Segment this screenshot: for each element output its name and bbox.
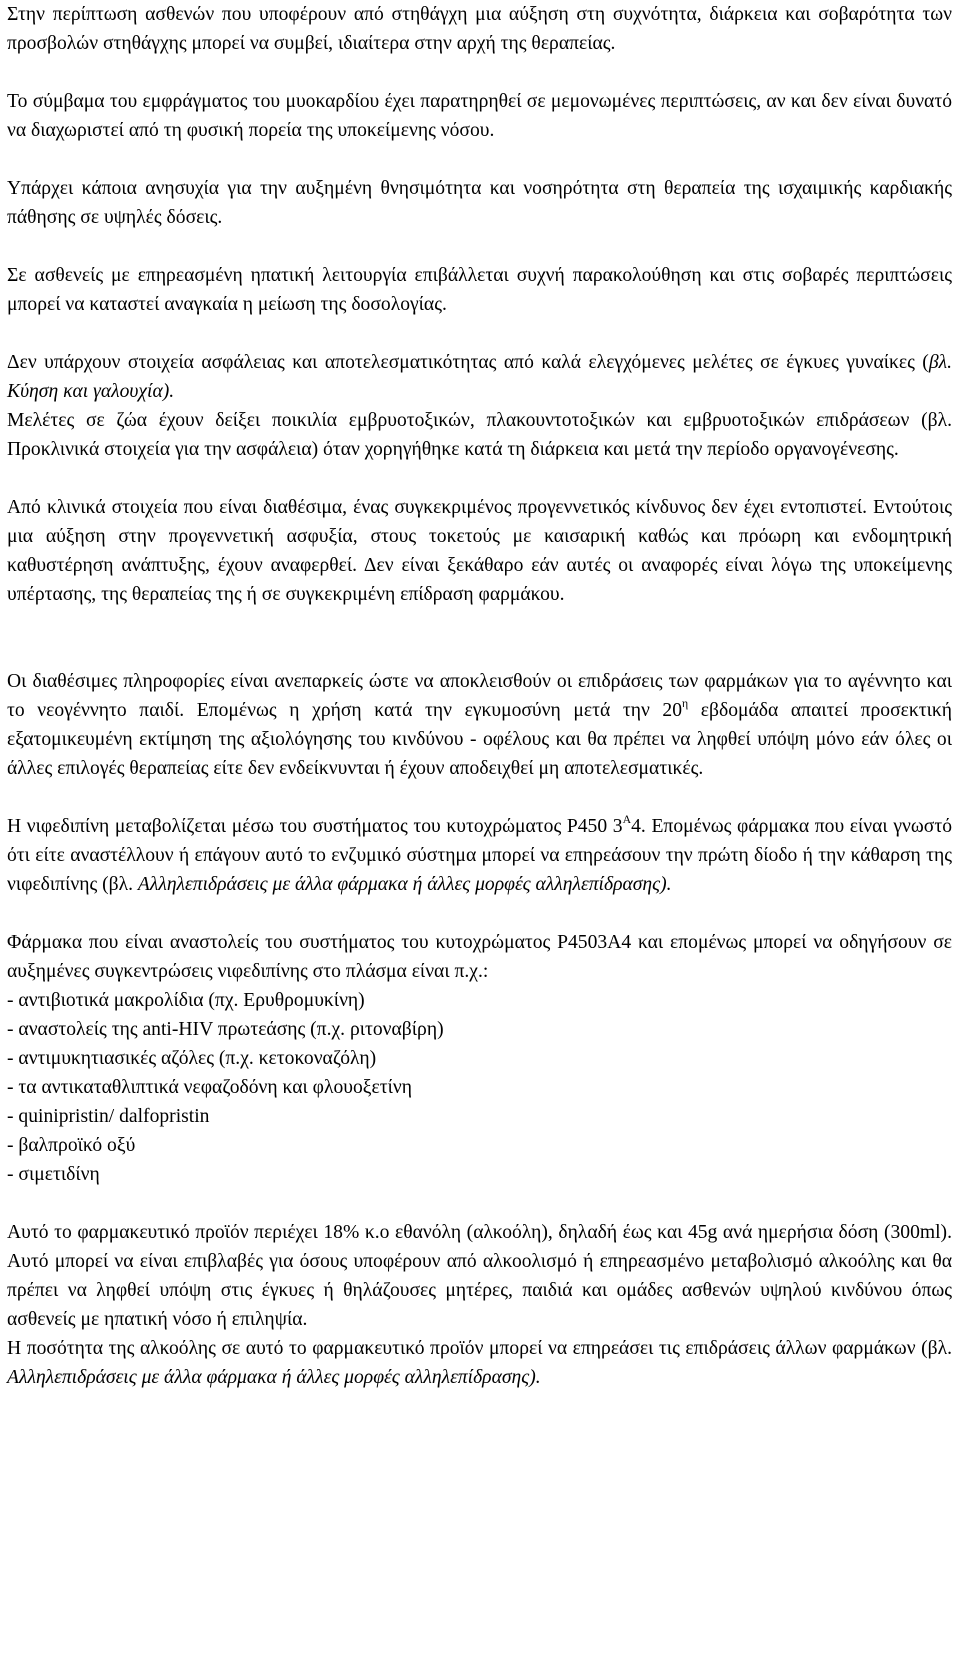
alcohol-interactions-reference: Αλληλεπιδράσεις με άλλα φάρμακα ή άλλες μορφές αλληλεπίδρασης). (7, 1367, 541, 1388)
paragraph-animal-studies: Μελέτες σε ζώα έχουν δείξει ποικιλία εμβρυοτοξικών, πλακουντοτοξικών και εμβρυοτοξικών επιδράσεων (βλ. Προκλινικά στοιχεία για την ασφάλεια) όταν χορηγήθηκε κατά τη διάρκεια και μετά την περίοδο οργανογένεσης. (7, 410, 952, 460)
pregnancy-text: Δεν υπάρχουν στοιχεία ασφάλειας και αποτελεσματικότητας από καλά ελεγχόμενες μελέτες σε έγκυες γυναίκες ( (7, 352, 929, 373)
paragraph-cyp450-metabolism: Η νιφεδιπίνη μεταβολίζεται μέσω του συστήματος του κυτοχρώματος P450 $3^A4$. Επομένως φάρμακα που είναι γνωστό ότι είτε αναστέλλουν ή επάγουν αυτό το ενζυμικό σύστημα μπορεί να επηρεάσουν την πρώτη δίοδο ή την κάθαρση της νιφεδιπίνης (βλ. Αλληλεπιδράσεις με άλλα φάρμακα ή άλλες μορφές αλληλεπίδρασης). (7, 813, 952, 895)
paragraph-angina: Στην περίπτωση ασθενών που υποφέρουν από στηθάγχη μια αύξηση στη συχνότητα, διάρκεια και σοβαρότητα των προσβολών στηθάγχης μπορεί να συμβεί, ιδιαίτερα στην αρχή της θεραπείας. (7, 4, 952, 54)
paragraph-cyp-inhibitors: Φάρμακα που είναι αναστολείς του συστήματος του κυτοχρώματος P4503A4 και επομένως μπορεί να οδηγήσουν σε αυξημένες συγκεντρώσεις νιφεδιπίνης στο πλάσμα είναι π.χ.: (7, 932, 952, 982)
inhibitor-list (7, 986, 952, 1189)
list-item: - τα αντικαταθλιπτικά νεφαζοδόνη και φλουοξετίνη (7, 1077, 412, 1098)
interactions-reference: Αλληλεπιδράσεις με άλλα φάρμακα ή άλλες μορφές αλληλεπίδρασης). (137, 874, 672, 895)
superscript-eta: η (682, 697, 689, 711)
list-item: - αντιμυκητιασικές αζόλες (π.χ. κετοκοναζόλη) (7, 1048, 377, 1069)
paragraph-alcohol-interactions: Η ποσότητα της αλκοόλης σε αυτό το φαρμακευτικό προϊόν μπορεί να επηρεάσει τις επιδράσεις άλλων φαρμάκων (βλ. Αλληλεπιδράσεις με άλλα φάρμακα ή άλλες μορφές αλληλεπίδρασης). (7, 1338, 952, 1388)
paragraph-ischemic-mortality: Υπάρχει κάποια ανησυχία για την αυξημένη θνησιμότητα και νοσηρότητα στη θεραπεία της ισχαιμικής καρδιακής πάθησης σε υψηλές δόσεις. (7, 178, 952, 228)
pregnancy-reference: βλ. Κύηση και γαλουχία). (7, 352, 952, 402)
list-item: - αντιβιοτικά μακρολίδια (πχ. Ερυθρομυκίνη) (7, 990, 365, 1011)
paragraph-myocardial-infarction: Το σύμβαμα του εμφράγματος του μυοκαρδίου έχει παρατηρηθεί σε μεμονωμένες περιπτώσεις, αν και δεν είναι δυνατό να διαχωριστεί από τη φυσική πορεία της υποκείμενης νόσου. (7, 91, 952, 141)
list-item: - αναστολείς της anti-HIV πρωτεάσης (π.χ. ριτοναβίρη) (7, 1019, 444, 1040)
paragraph-risk-benefit: Οι διαθέσιμες πληροφορίες είναι ανεπαρκείς ώστε να αποκλεισθούν οι επιδράσεις των φαρμάκων για το αγέννητο και το νεογέννητο παιδί. Επομένως η χρήση κατά την εγκυμοσύνη μετά την $20^\eta$ εβδομάδα απαιτεί προσεκτική εξατομικευμένη εκτίμηση της αξιολόγησης του κινδύνου - οφέλους και θα πρέπει να ληφθεί υπόψη μόνο εάν όλες οι άλλες επιλογές θεραπείας είτε δεν ενδείκνυνται ή έχουν αποδειχθεί μη αποτελεσματικές. (7, 671, 952, 779)
list-item: - quinipristin/ dalfopristin (7, 1106, 210, 1127)
paragraph-pregnancy-safety (7, 348, 952, 406)
superscript-a: A (622, 813, 632, 827)
paragraph-clinical-data: Από κλινικά στοιχεία που είναι διαθέσιμα, ένας συγκεκριμένος προγεννετικός κίνδυνος δεν έχει εντοπιστεί. Εντούτοις μια αύξηση στην προγεννετική ασφυξία, στους τοκετούς με καισαρική καθώς και πρόωρη και ενδομητρική καθυστέρηση ανάπτυξης, έχουν αναφερθεί. Δεν είναι ξεκάθαρο εάν αυτές οι αναφορές είναι λόγω της υποκείμενης υπέρτασης, της θεραπείας της ή σε συγκεκριμένη επίδραση φαρμάκου. (7, 497, 952, 605)
list-item: - βαλπροϊκό οξύ (7, 1135, 136, 1156)
paragraph-ethanol-content: Αυτό το φαρμακευτικό προϊόν περιέχει 18% κ.ο εθανόλη (αλκοόλη), δηλαδή έως και 45g ανά ημερήσια δόση (300ml). Αυτό μπορεί να είναι επιβλαβές για όσους υποφέρουν από αλκοολισμό ή επηρεασμένο μεταβολισμό αλκοόλης και θα πρέπει να ληφθεί υπόψη στις έγκυες ή θηλάζουσες μητέρες, παιδιά και ομάδες ασθενών υψηλού κινδύνου όπως ασθενείς με ηπατική νόσο ή επιληψία. (7, 1222, 952, 1330)
paragraph-hepatic-function: Σε ασθενείς με επηρεασμένη ηπατική λειτουργία επιβάλλεται συχνή παρακολούθηση και στις σοβαρές περιπτώσεις μπορεί να καταστεί αναγκαία η μείωση της δοσολογίας. (7, 265, 952, 315)
list-item: - σιμετιδίνη (7, 1164, 100, 1185)
